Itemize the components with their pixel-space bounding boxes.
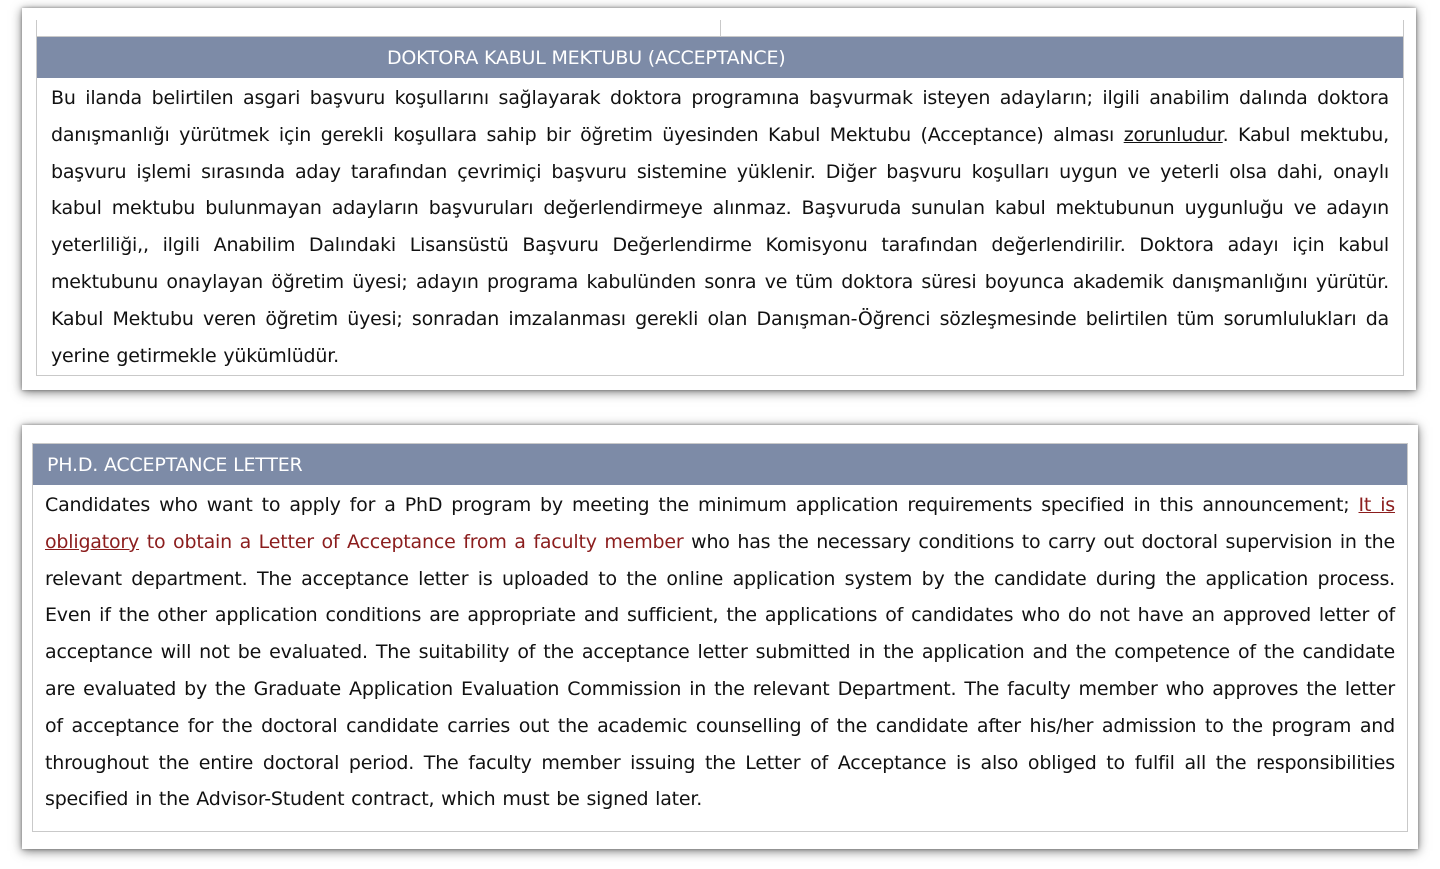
paragraph-text: Bu ilanda belirtilen asgari başvuru koşullarını sağlayarak doktora programına başvurmak isteyen adayların; ilgili anabilim dalında doktora danışmanlığı yürütmek için gerekli koşullara sahip bir öğretim üyesinden Kabul Mektubu (Acceptance) alması <box>51 87 1389 146</box>
section-title: PH.D. ACCEPTANCE LETTER <box>33 444 1407 485</box>
turkish-acceptance-card <box>22 8 1416 390</box>
english-acceptance-card <box>22 425 1418 849</box>
table-top-edge <box>36 20 1404 36</box>
emphasis-red-underlined: It is obligatory <box>45 494 1395 553</box>
section-paragraph <box>37 78 1403 374</box>
paragraph-text-continued: . Kabul mektubu, başvuru işlemi sırasında aday tarafından çevrimiçi başvuru sistemine yüklenir. Diğer başvuru koşulları uygun ve yeterli olsa dahi, onaylı kabul mektubu bulunmayan adayların başvuruları değerlendirmeye alınmaz. Başvuruda sunulan kabul mektubunun uygunluğu ve adayın yeterliliği,, ilgili Anabilim Dalındaki Lisansüstü Başvuru Değerlendirme Komisyonu tarafından değerlendirilir. Doktora adayı için kabul mektubunu onaylayan öğretim üyesi; adayın programa kabulünden sonra ve tüm doktora süresi boyunca akademik danışmanlığını yürütür. Kabul Mektubu veren öğretim üyesi; sonradan imzalanması gerekli olan Danışman-Öğrenci sözleşmesinde belirtilen tüm sorumlulukları da yerine getirmekle yükümlüdür. <box>51 123 1389 367</box>
emphasis-underlined: zorunludur <box>1123 123 1223 146</box>
column-divider <box>720 20 721 36</box>
section-title: DOKTORA KABUL MEKTUBU (ACCEPTANCE) <box>37 37 1403 78</box>
turkish-acceptance-table <box>36 36 1404 376</box>
emphasis-red: to obtain a Letter of Acceptance from a faculty member <box>139 530 684 553</box>
section-paragraph <box>33 485 1407 818</box>
paragraph-text: Candidates who want to apply for a PhD program by meeting the minimum application requirements specified in this announcement; <box>45 494 1359 516</box>
english-acceptance-table <box>32 443 1408 832</box>
paragraph-text-continued: who has the necessary conditions to carry out doctoral supervision in the relevant department. The acceptance letter is uploaded to the online application system by the candidate during the application process. Even if the other application conditions are appropriate and sufficient, the applications of candidates who do not have an approved letter of acceptance will not be evaluated. The suitability of the acceptance letter submitted in the application and the competence of the candidate are evaluated by the Graduate Application Evaluation Commission in the relevant Department. The faculty member who approves the letter of acceptance for the doctoral candidate carries out the academic counselling of the candidate after his/her admission to the program and throughout the entire doctoral period. The faculty member issuing the Letter of Acceptance is also obliged to fulfil all the responsibilities specified in the Advisor-Student contract, which must be signed later. <box>45 530 1395 811</box>
